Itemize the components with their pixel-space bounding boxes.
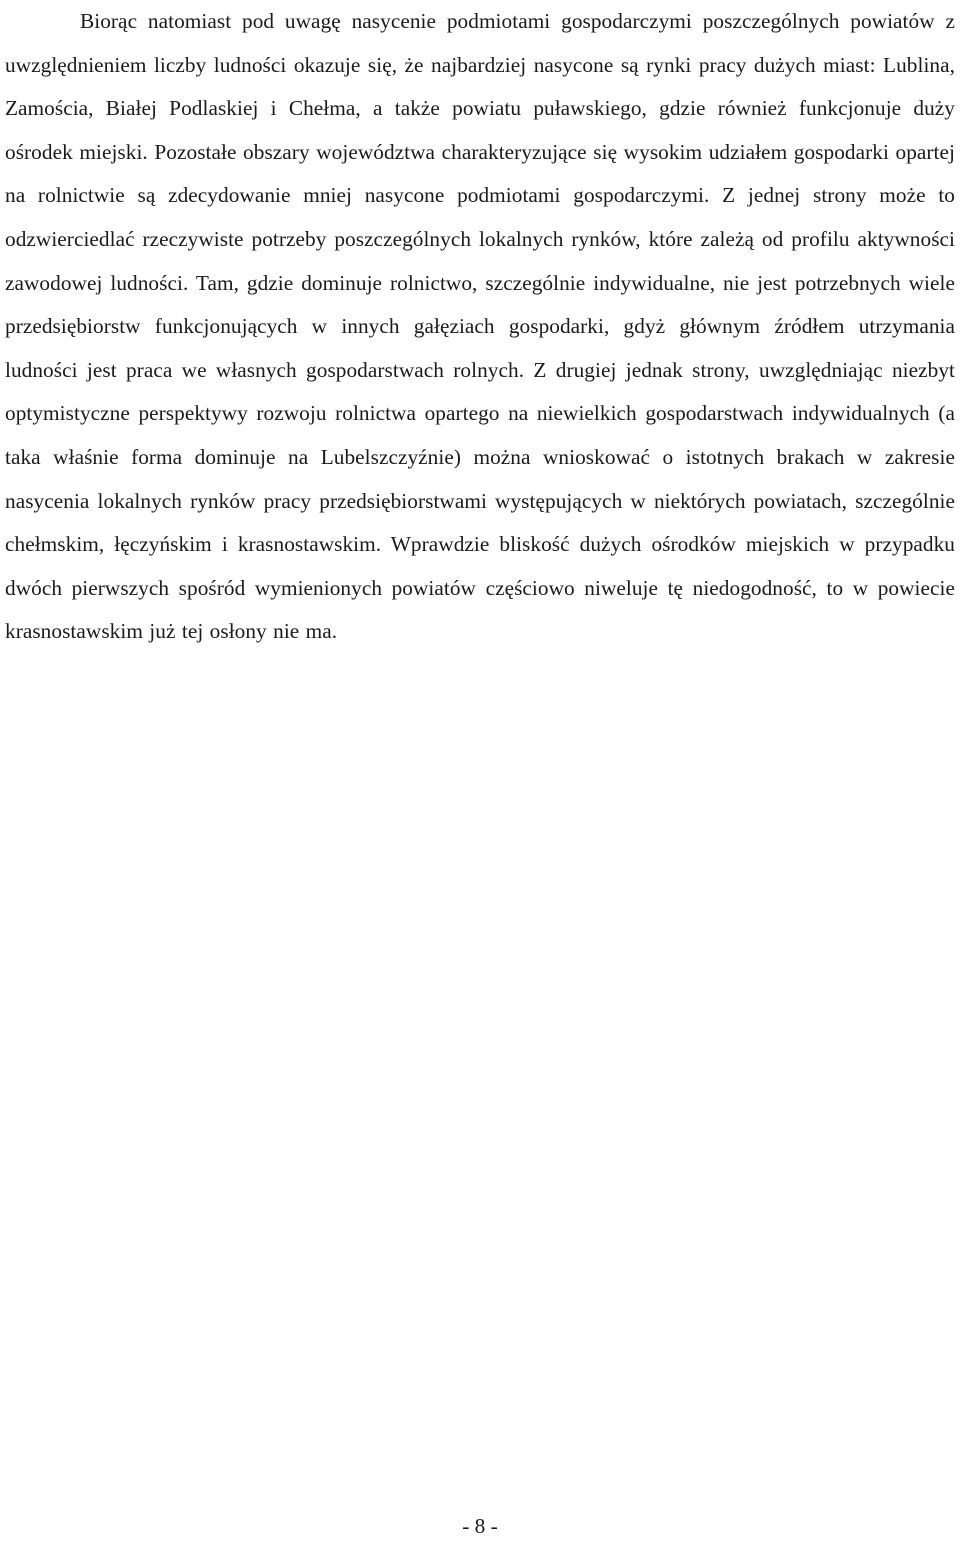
page-number: - 8 - bbox=[462, 1514, 498, 1538]
body-paragraph: Biorąc natomiast pod uwagę nasycenie podmiotami gospodarczymi poszczególnych powiatów z uwzględnieniem liczby ludności okazuje się, że najbardziej nasycone są rynki pracy dużych miast: Lublina, Zamościa, Białej Podlaskiej i Chełma, a także powiatu puławskiego, gdzie również funkcjonuje duży ośrodek miejski. Pozostałe obszary województwa charakteryzujące się wysokim udziałem gospodarki opartej na rolnictwie są zdecydowanie mniej nasycone podmiotami gospodarczymi. Z jednej strony może to odzwierciedlać rzeczywiste potrzeby poszczególnych lokalnych rynków, które zależą od profilu aktywności zawodowej ludności. Tam, gdzie dominuje rolnictwo, szczególnie indywidualne, nie jest potrzebnych wiele przedsiębiorstw funkcjonujących w innych gałęziach gospodarki, gdyż głównym źródłem utrzymania ludności jest praca we własnych gospodarstwach rolnych. Z drugiej jednak strony, uwzględniając niezbyt optymistyczne perspektywy rozwoju rolnictwa opartego na niewielkich gospodarstwach indywidualnych (a taka właśnie forma dominuje na Lubelszczyźnie) można wnioskować o istotnych brakach w zakresie nasycenia lokalnych rynków pracy przedsiębiorstwami występujących w niektórych powiatach, szczególnie chełmskim, łęczyńskim i krasnostawskim. Wprawdzie bliskość dużych ośrodków miejskich w przypadku dwóch pierwszych spośród wymienionych powiatów częściowo niweluje tę niedogodność, to w powiecie krasnostawskim już tej osłony nie ma. bbox=[5, 9, 955, 644]
